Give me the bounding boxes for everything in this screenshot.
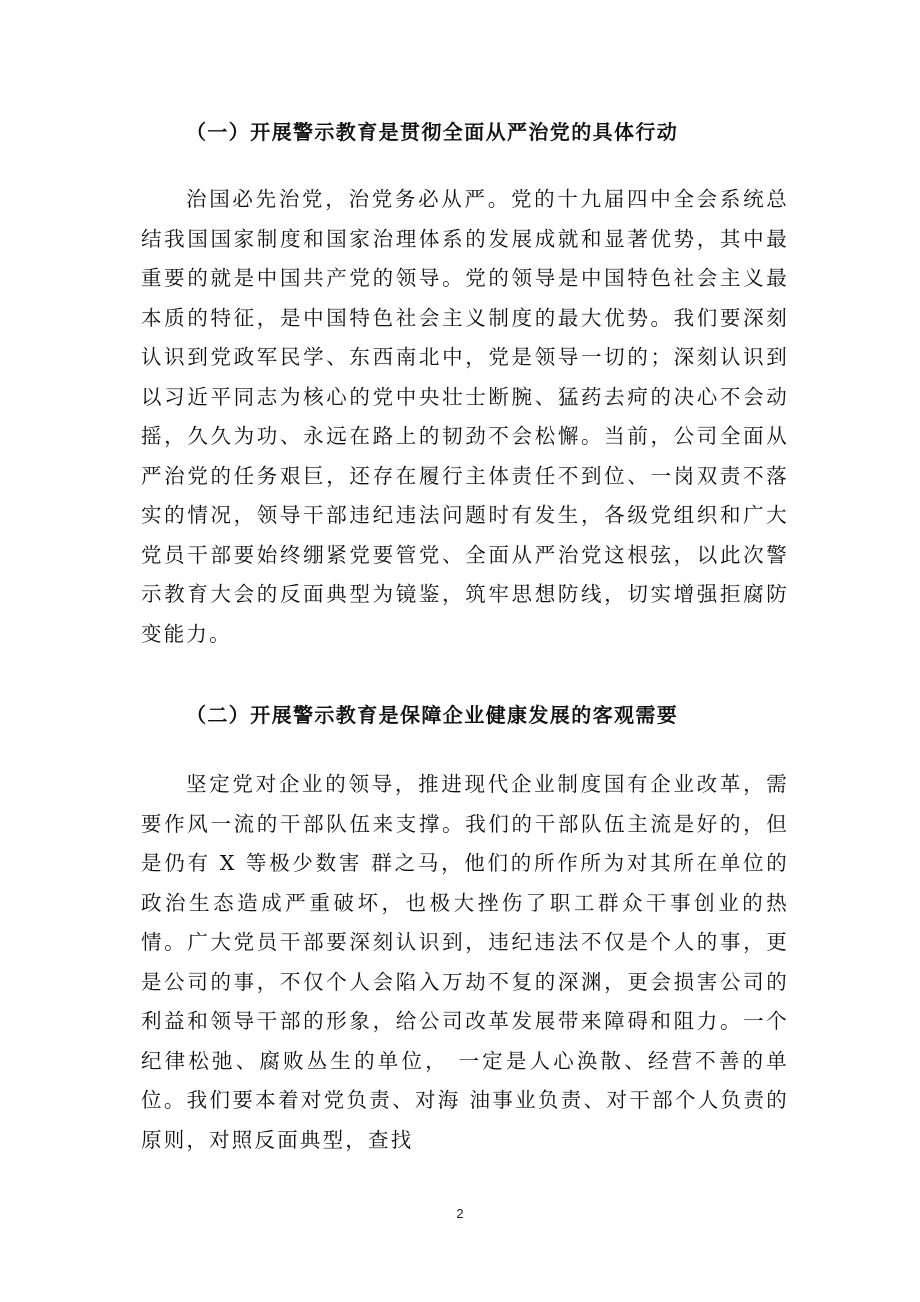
section-heading-2: （二）开展警示教育是保障企业健康发展的客观需要 [186,703,679,727]
section-heading-1: （一）开展警示教育是贯彻全面从严治党的具体行动 [186,120,679,144]
section-paragraph-1: 治国必先治党，治党务必从严。党的十九届四中全会系统总结我国国家制度和国家治理体系的发展成就和显著优势，其中最重要的就是中国共产党的领导。党的领导是中国特色社会主义最本质的特征，是中国特色社会主义制度的最大优势。我们要深刻认识到党政军民学、东西南北中，党是领导一切的；深刻认识到以习近平同志为核心的党中央壮士断腕、猛药去疴的决心不会动摇，久久为功、永远在路上的韧劲不会松懈。当前，公司全面从严治党的任务艰巨，还存在履行主体责任不到位、一岗双责不落实的情况，领导干部违纪违法问题时有发生，各级党组织和广大党员干部要始终绷紧党要管党、全面从严治党这根弦，以此次警示教育大会的反面典型为镜鉴，筑牢思想防线，切实增强拒腐防变能力。 [141,187,789,646]
section-paragraph-2: 坚定党对企业的领导，推进现代企业制度国有企业改革，需要作风一流的干部队伍来支撑。我们的干部队伍主流是好的，但是仍有 X 等极少数害 群之马，他们的所作所为对其所在单位的政治生态造成严重破坏，也极大挫伤了职工群众干事创业的热情。广大党员干部要深刻认识到，违纪违法不仅是个人的事，更是公司的事，不仅个人会陷入万劫不复的深渊，更会损害公司的利益和领导干部的形象，给公司改革发展带来障碍和阻力。一个纪律松弛、腐败丛生的单位， 一定是人心涣散、经营不善的单位。我们要本着对党负责、对海 油事业负责、对干部个人负责的原则，对照反面典型，查找 [141,772,789,1152]
page-number: 2 [456,1206,464,1221]
